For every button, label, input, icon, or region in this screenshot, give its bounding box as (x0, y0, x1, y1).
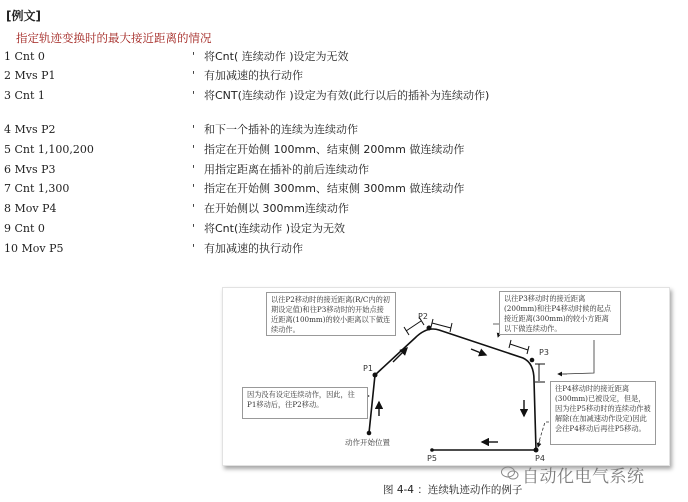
program-code: 1 Cnt 0 (4, 50, 45, 63)
p1-dot (373, 373, 378, 378)
comment-mark: ' (192, 69, 196, 82)
figure-caption: 图 4-4 ：连续轨迹动作的例子 (383, 484, 523, 496)
p5-label: P5 (427, 454, 437, 463)
comment-mark: ' (192, 182, 196, 195)
comment-mark: ' (192, 89, 196, 102)
program-comment: 用指定距离在插补的前后连续动作 (204, 163, 369, 176)
p2-note: 以往P2移动时的接近距离(R/C内的初期设定值)和往P3移动时的开始点接近距离(100mm)的较小距离以下做连续动作。 (266, 292, 396, 336)
comment-mark: ' (192, 123, 196, 136)
program-comment: 在开始侧以 300mm连续动作 (204, 202, 349, 215)
program-comment: 指定在开始侧 300mm、结束侧 300mm 做连续动作 (204, 182, 465, 195)
p5-dot (430, 448, 434, 452)
p4-label: P4 (535, 454, 545, 463)
start-point-dot (367, 431, 372, 436)
watermark: 自动化电气系统 (522, 467, 645, 487)
start-position-label: 动作开始位置 (345, 438, 390, 447)
p4-note: 往P4移动时的接近距离(300mm)已被设定，但是，因为往P5移动时的连续动作被解除(在加减速动作设定)因此会往P4移动后再往P5移动。 (550, 381, 656, 445)
program-code: 8 Mov P4 (4, 202, 57, 215)
program-code: 6 Mvs P3 (4, 163, 56, 176)
program-comment: 指定在开始侧 100mm、结束侧 200mm 做连续动作 (204, 143, 465, 156)
program-code: 5 Cnt 1,100,200 (4, 143, 94, 156)
comment-mark: ' (192, 222, 196, 235)
comment-mark: ' (192, 143, 196, 156)
comment-mark: ' (192, 202, 196, 215)
p3-label: P3 (539, 348, 549, 357)
program-code: 9 Cnt 0 (4, 222, 45, 235)
program-comment: 有加减速的执行动作 (204, 69, 303, 82)
p1-label: P1 (363, 364, 373, 373)
program-comment: 将Cnt( 连续动作 )设定为无效 (204, 50, 349, 63)
p4-dot (534, 448, 539, 453)
p3-note: 以往P3移动时的接近距离(200mm)和往P4移动时候的起点接近距离(300mm)的较小方距离以下做连续动作。 (499, 291, 621, 335)
example-subtitle: 指定轨迹变换时的最大接近距离的情况 (16, 31, 212, 45)
program-code: 7 Cnt 1,300 (4, 182, 70, 195)
p1-note: 因为没有设定连续动作，因此，往P1移动后，往P2移动。 (242, 387, 368, 419)
program-comment: 将CNT(连续动作 )设定为有效(此行以后的插补为连续动作) (204, 89, 490, 102)
p3-dot (530, 358, 535, 363)
program-code: 2 Mvs P1 (4, 69, 56, 82)
program-code: 3 Cnt 1 (4, 89, 45, 102)
trajectory-figure (222, 287, 670, 466)
program-comment: 和下一个插补的连续为连续动作 (204, 123, 358, 136)
comment-mark: ' (192, 163, 196, 176)
example-heading: [例文] (6, 9, 41, 23)
program-comment: 有加减速的执行动作 (204, 242, 303, 255)
trajectory-path (369, 329, 536, 450)
program-comment: 将Cnt(连续动作 )设定为无效 (204, 222, 346, 235)
program-code: 10 Mov P5 (4, 242, 64, 255)
comment-mark: ' (192, 242, 196, 255)
arrow-up-right-icon (393, 348, 407, 362)
comment-mark: ' (192, 50, 196, 63)
p2-label: P2 (418, 312, 428, 321)
wechat-icon (500, 465, 520, 481)
program-code: 4 Mvs P2 (4, 123, 56, 136)
arrow-down-right-icon (471, 349, 486, 355)
